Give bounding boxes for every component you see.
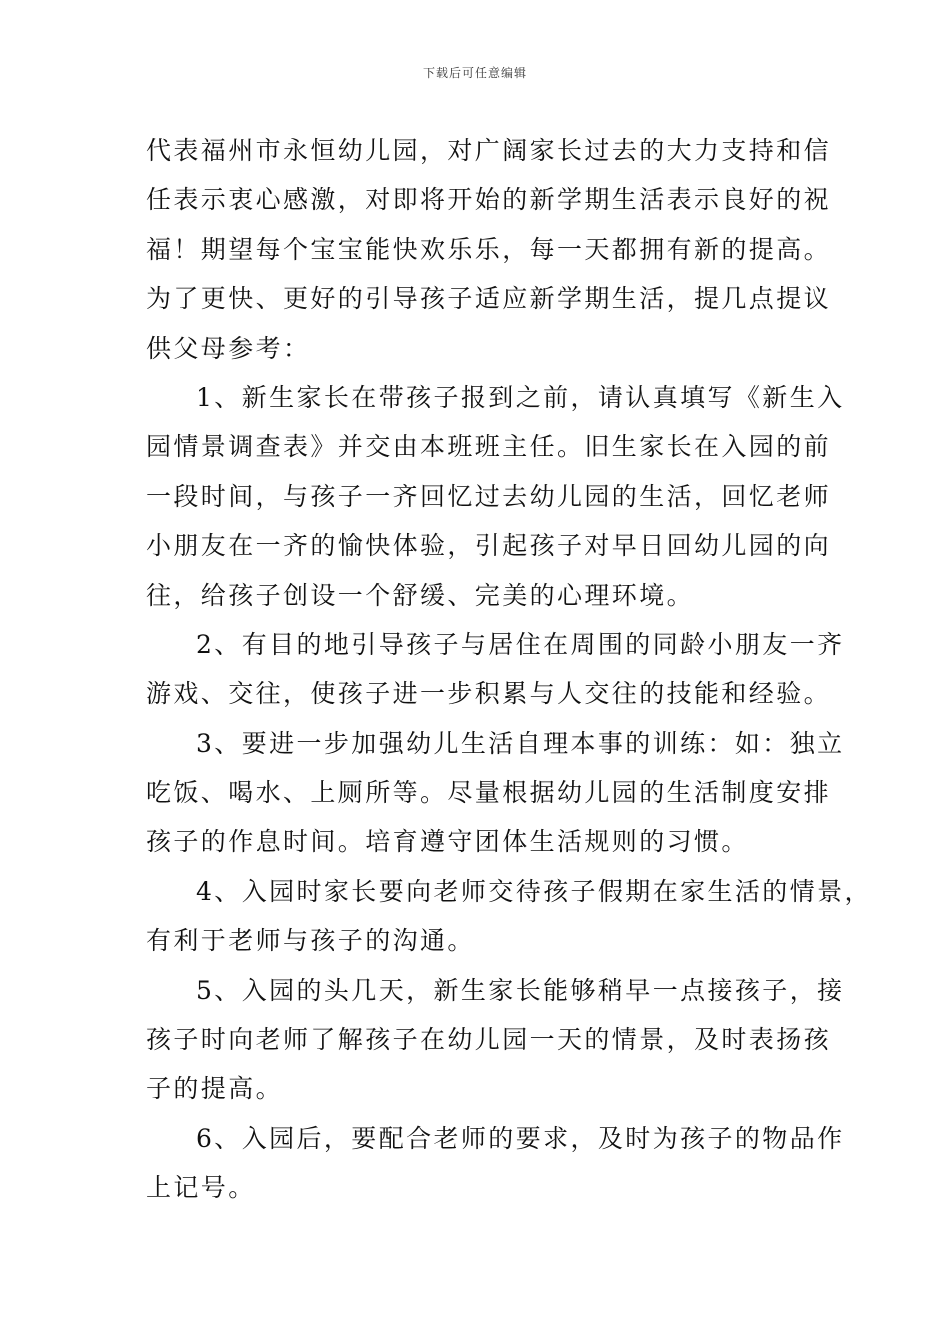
text-line: 孩子时向老师了解孩子在幼儿园一天的情景，及时表扬孩 (146, 1025, 832, 1055)
text-line: 1、新生家长在带孩子报到之前，请认真填写《新生入 (196, 382, 845, 412)
text-line: 供父母参考： (146, 333, 311, 363)
text-line: 子的提高。 (146, 1074, 284, 1104)
text-line: 游戏、交往，使孩子进一步积累与人交往的技能和经验。 (146, 679, 832, 709)
text-line: 有利于老师与孩子的沟通。 (146, 926, 475, 956)
text-line: 为了更快、更好的引导孩子适应新学期生活，提几点提议 (146, 284, 832, 314)
text-line: 一段时间，与孩子一齐回忆过去幼儿园的生活，回忆老师 (146, 481, 832, 511)
text-line: 代表福州市永恒幼儿园，对广阔家长过去的大力支持和信 (146, 136, 832, 165)
text-line: 小朋友在一齐的愉快体验，引起孩子对早日回幼儿园的向 (146, 531, 832, 561)
text-line: 往，给孩子创设一个舒缓、完美的心理环境。 (146, 580, 695, 610)
text-line: 园情景调查表》并交由本班班主任。旧生家长在入园的前 (146, 432, 832, 462)
text-line: 孩子的作息时间。培育遵守团体生活规则的习惯。 (146, 827, 749, 857)
text-line: 2、有目的地引导孩子与居住在周围的同龄小朋友一齐 (196, 629, 845, 659)
text-line: 5、入园的头几天，新生家长能够稍早一点接孩子，接 (196, 975, 845, 1005)
header-note: 下载后可任意编辑 (422, 66, 527, 80)
text-line: 6、入园后，要配合老师的要求，及时为孩子的物品作 (196, 1123, 845, 1153)
text-line: 任表示衷心感激，对即将开始的新学期生活表示良好的祝 (146, 185, 832, 215)
text-line: 上记号。 (146, 1173, 256, 1203)
text-line: 吃饭、喝水、上厕所等。尽量根据幼儿园的生活制度安排 (146, 778, 832, 808)
document-body (146, 126, 872, 1213)
text-line: 4、入园时家长要向老师交待孩子假期在家生活的情景， (196, 876, 872, 906)
text-line: 福！期望每个宝宝能快欢乐乐，每一天都拥有新的提高。 (146, 234, 832, 264)
text-line: 3、要进一步加强幼儿生活自理本事的训练：如：独立 (196, 728, 845, 758)
